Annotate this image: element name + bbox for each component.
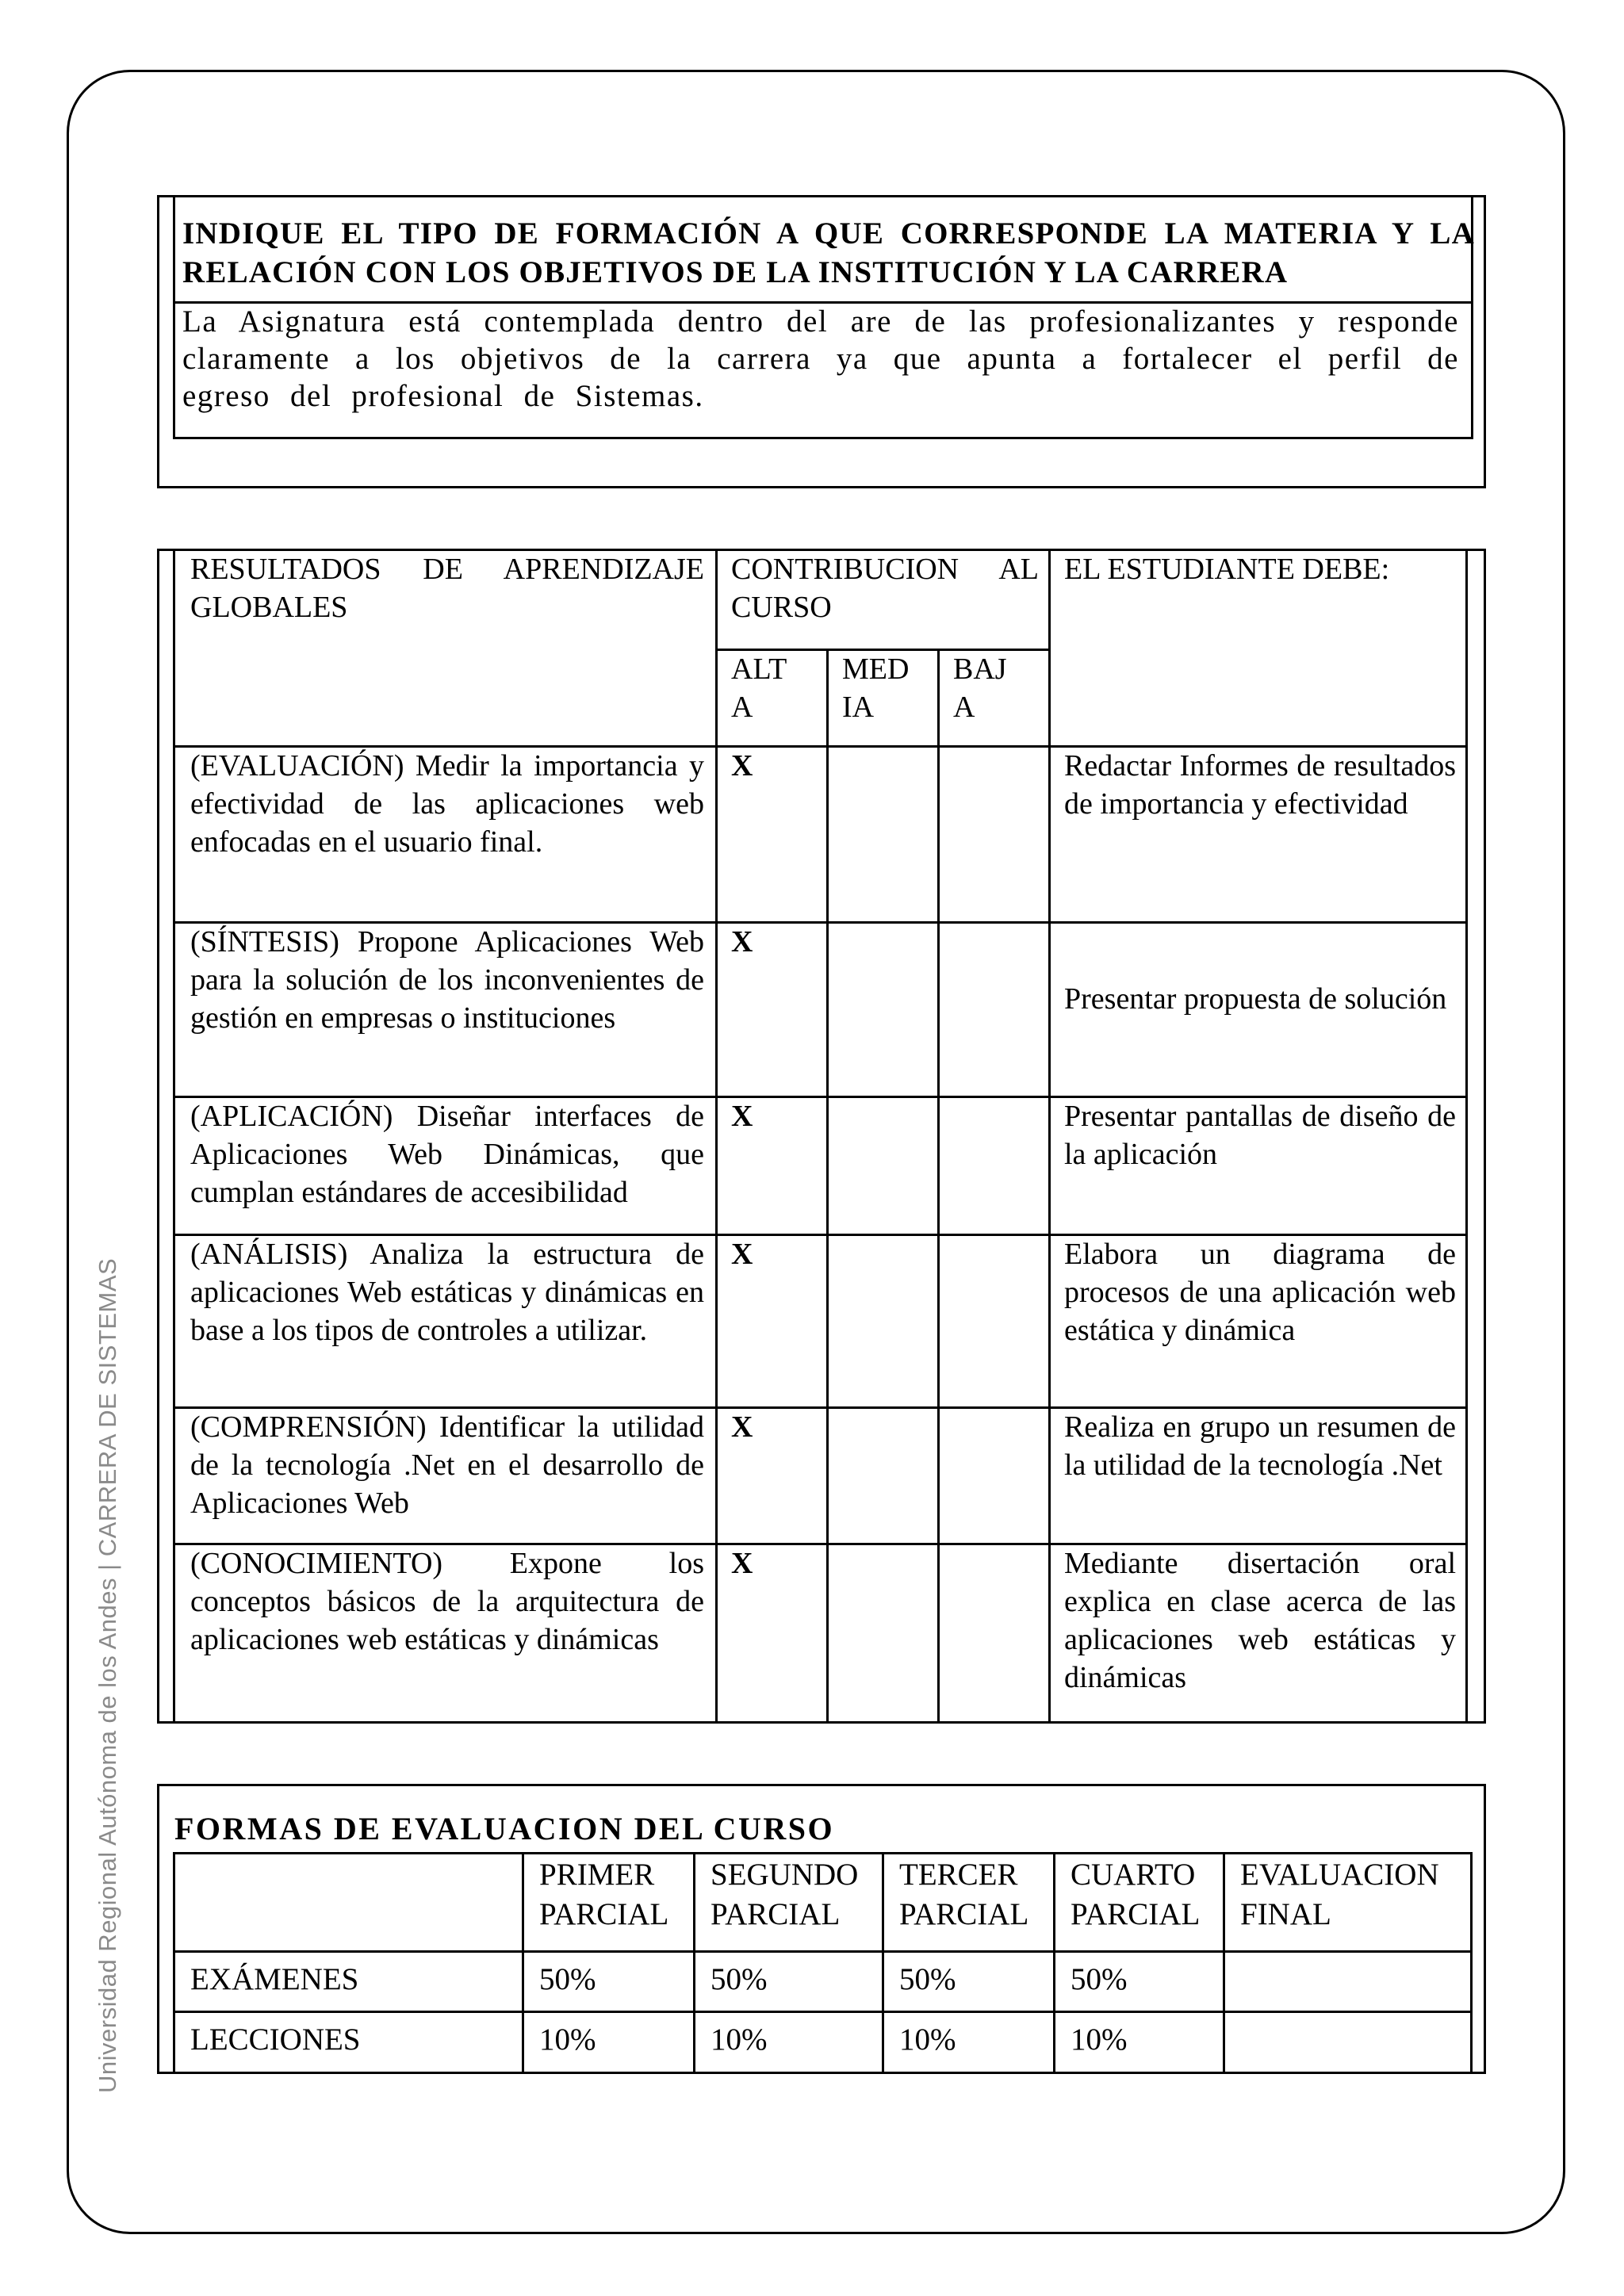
row-4-result: (ANÁLISIS) Analiza la estructura de aplicaciones Web estáticas y dinámicas en base a los tipos de controles a utilizar. bbox=[190, 1238, 704, 1347]
row-6-student: Mediante disertación oral explica en clase acerca de las aplicaciones web estáticas y dinámicas bbox=[1064, 1547, 1456, 1694]
header-baja: BAJ A bbox=[953, 652, 1007, 724]
row-3-alta-mark: X bbox=[731, 1100, 753, 1133]
eval-row-line-1 bbox=[173, 1950, 1473, 1953]
eval-lecciones-segundo: 10% bbox=[710, 2022, 768, 2057]
eval-row-line-top bbox=[173, 1852, 1473, 1854]
eval-examenes-cuarto: 50% bbox=[1071, 1962, 1128, 1996]
eval-col-line-5 bbox=[1223, 1852, 1225, 2074]
eval-col-line-4 bbox=[1053, 1852, 1055, 2074]
eval-header-segundo: SEGUNDO PARCIAL bbox=[710, 1858, 859, 1931]
row-4-alta-mark: X bbox=[731, 1238, 753, 1271]
header-alta: ALT A bbox=[731, 652, 787, 724]
eval-examenes-segundo: 50% bbox=[710, 1962, 768, 1996]
eval-col-line-1 bbox=[522, 1852, 524, 2074]
col-line-inner-right bbox=[1465, 549, 1468, 1722]
eval-lecciones-cuarto: 10% bbox=[1071, 2022, 1128, 2057]
eval-lecciones-tercer: 10% bbox=[899, 2022, 956, 2057]
learning-outcomes-table bbox=[173, 549, 1469, 1722]
eval-row-lecciones-label: LECCIONES bbox=[190, 2022, 361, 2057]
eval-header-tercer: TERCER PARCIAL bbox=[899, 1858, 1029, 1931]
header-results: RESULTADOS DE APRENDIZAJE GLOBALES bbox=[190, 553, 704, 624]
header-contribution: CONTRIBUCION AL CURSO bbox=[731, 553, 1039, 624]
eval-row-examenes-label: EXÁMENES bbox=[190, 1962, 359, 1996]
formation-description: La Asignatura está contemplada dentro del are de las profesionalizantes y responde claramente a los objetivos de la carrera ya que apunta a fortalecer el perfil de egreso del profesional de Sistemas. bbox=[182, 304, 1459, 413]
row-2-student: Presentar propuesta de solución bbox=[1064, 982, 1447, 1016]
row-5-student: Realiza en grupo un resumen de la utilidad de la tecnología .Net bbox=[1064, 1410, 1456, 1482]
row-5-result: (COMPRENSIÓN) Identificar la utilidad de la tecnología .Net en el desarrollo de Aplicaciones Web bbox=[190, 1410, 704, 1520]
row-6-alta-mark: X bbox=[731, 1547, 753, 1580]
eval-lecciones-primer: 10% bbox=[539, 2022, 596, 2057]
formation-heading: INDIQUE EL TIPO DE FORMACIÓN A QUE CORRESPONDE LA MATERIA Y LA RELACIÓN CON LOS OBJETIVOS DE LA INSTITUCIÓN Y LA CARRERA bbox=[182, 216, 1475, 289]
eval-examenes-primer: 50% bbox=[539, 1962, 596, 1996]
eval-col-line-2 bbox=[693, 1852, 695, 2074]
evaluation-table bbox=[173, 1852, 1473, 2074]
col-line-inner-left bbox=[173, 549, 175, 1722]
side-institution-label: Universidad Regional Autónoma de los Andes | CARRERA DE SISTEMAS bbox=[94, 1257, 121, 2093]
row-3-result: (APLICACIÓN) Diseñar interfaces de Aplicaciones Web Dinámicas, que cumplan estándares de accesibilidad bbox=[190, 1100, 704, 1209]
col-line-media bbox=[937, 649, 940, 1722]
row-2-alta-mark: X bbox=[731, 925, 753, 959]
evaluation-title: FORMAS DE EVALUACION DEL CURSO bbox=[174, 1811, 835, 1846]
row-2-result: (SÍNTESIS) Propone Aplicaciones Web para la solución de los inconvenientes de gestión en empresas o instituciones bbox=[190, 925, 704, 1035]
eval-examenes-tercer: 50% bbox=[899, 1962, 956, 1996]
header-media: MED IA bbox=[842, 652, 910, 724]
col-line-results bbox=[715, 549, 718, 1722]
row-4-student: Elabora un diagrama de procesos de una aplicación web estática y dinámica bbox=[1064, 1238, 1456, 1347]
eval-col-line-6 bbox=[1470, 1852, 1473, 2074]
row-1-result: (EVALUACIÓN) Medir la importancia y efectividad de las aplicaciones web enfocadas en el usuario final. bbox=[190, 749, 704, 859]
eval-header-primer: PRIMER PARCIAL bbox=[539, 1858, 669, 1931]
row-6-result: (CONOCIMIENTO) Expone los conceptos básicos de la arquitectura de aplicaciones web estáticas y dinámicas bbox=[190, 1547, 704, 1656]
eval-header-cuarto: CUARTO PARCIAL bbox=[1071, 1858, 1201, 1931]
row-1-alta-mark: X bbox=[731, 749, 753, 783]
eval-row-line-2 bbox=[173, 2011, 1473, 2013]
eval-col-line-3 bbox=[882, 1852, 884, 2074]
eval-row-line-bottom bbox=[173, 2072, 1473, 2074]
row-5-alta-mark: X bbox=[731, 1410, 753, 1444]
col-line-baja bbox=[1048, 549, 1051, 1722]
header-student: EL ESTUDIANTE DEBE: bbox=[1064, 553, 1390, 586]
row-3-student: Presentar pantallas de diseño de la aplicación bbox=[1064, 1100, 1456, 1171]
eval-col-line-0 bbox=[173, 1852, 175, 2074]
eval-header-final: EVALUACION FINAL bbox=[1240, 1858, 1439, 1931]
col-line-alta bbox=[826, 649, 829, 1722]
row-1-student: Redactar Informes de resultados de importancia y efectividad bbox=[1064, 749, 1456, 821]
